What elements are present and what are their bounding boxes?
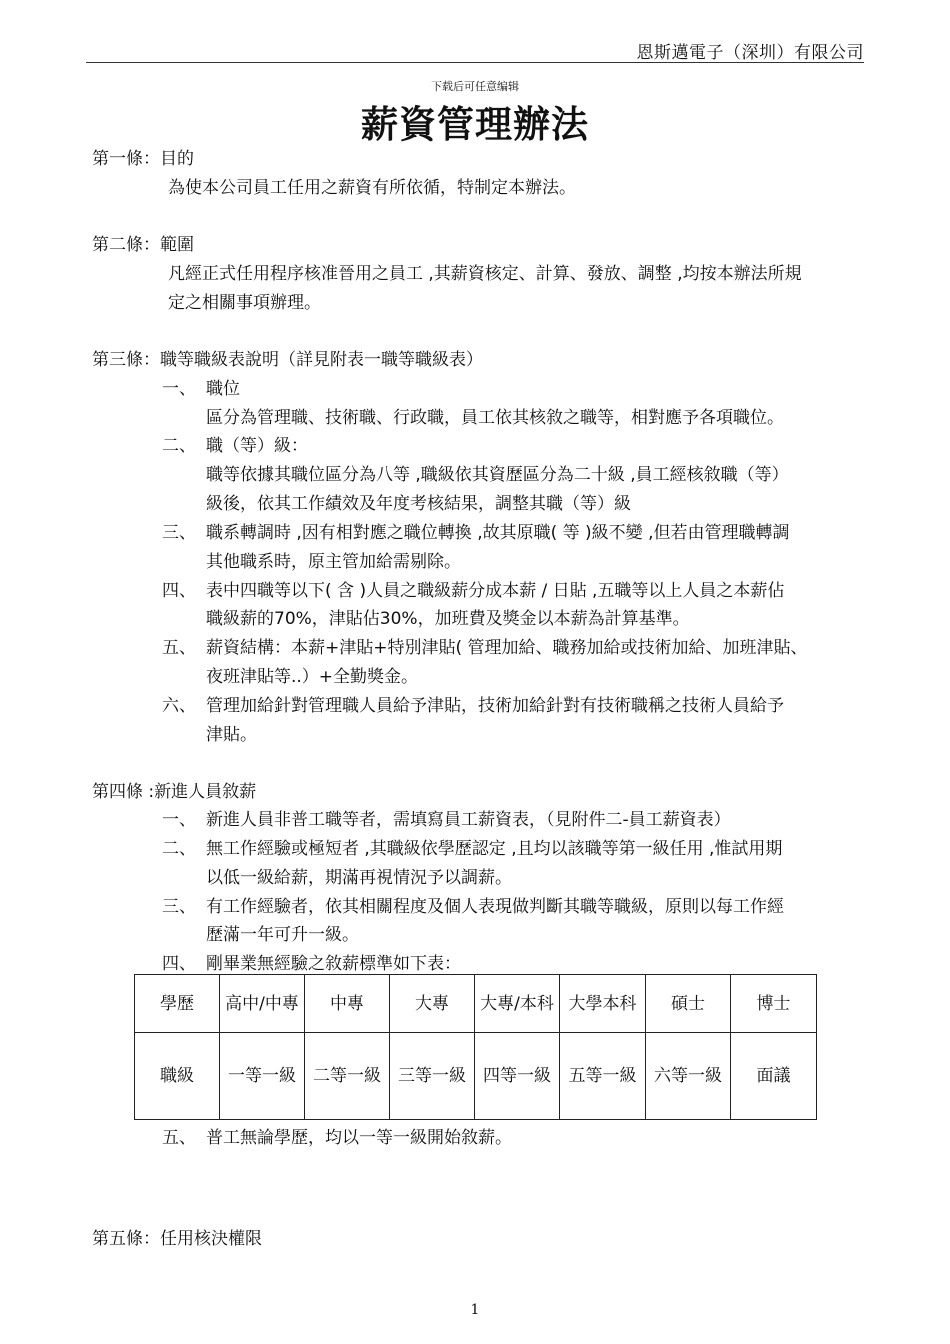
item-text: 夜班津貼等..）+全勤獎金。 <box>206 667 419 687</box>
article-2-line: 定之相關事項辦理。 <box>168 293 321 313</box>
article-3-heading: 第三條：職等職級表說明（詳見附表一職等職級表） <box>92 350 483 370</box>
item-text: 管理加給針對管理職人員給予津貼，技術加給針對有技術職稱之技術人員給予 <box>206 696 784 716</box>
item-text: 其他職系時，原主管加給需剔除。 <box>206 552 461 572</box>
table-row <box>135 1033 817 1120</box>
education-salary-table <box>134 974 817 1120</box>
item-text: 無工作經驗或極短者 ,其職級依學歷認定 ,且均以該職等第一級任用 ,惟試用期 <box>206 839 783 859</box>
item-number: 二、 <box>162 839 196 859</box>
table-cell: 大專/本科 <box>475 975 560 1033</box>
item-number: 二、 <box>162 436 196 456</box>
item-number: 四、 <box>162 954 196 974</box>
item-text: 以低一級給薪，期滿再視情況予以調薪。 <box>206 868 512 888</box>
item-number: 三、 <box>162 523 196 543</box>
table-cell: 中專 <box>305 975 390 1033</box>
item-text: 職級薪的70%，津貼佔30%，加班費及獎金以本薪為計算基準。 <box>206 609 690 629</box>
item-number: 四、 <box>162 581 196 601</box>
item-text: 普工無論學歷，均以一等一級開始敘薪。 <box>206 1128 512 1148</box>
item-number: 一、 <box>162 810 196 830</box>
item-text: 區分為管理職、技術職、行政職，員工依其核敘之職等，相對應予各項職位。 <box>206 408 784 428</box>
item-number: 三、 <box>162 897 196 917</box>
article-2-heading: 第二條：範圍 <box>92 235 194 255</box>
item-text: 薪資結構：本薪+津貼+特別津貼( 管理加給、職務加給或技術加給、加班津貼、 <box>206 638 808 658</box>
table-cell: 六等一級 <box>646 1033 731 1120</box>
item-text: 職（等）級： <box>206 436 308 456</box>
table-cell: 大學本科 <box>560 975 646 1033</box>
table-cell: 學歷 <box>135 975 220 1033</box>
article-4-heading: 第四條 :新進人員敘薪 <box>92 782 257 802</box>
item-text: 職位 <box>206 379 240 399</box>
item-text: 表中四職等以下( 含 )人員之職級薪分成本薪 / 日貼 ,五職等以上人員之本薪佔 <box>206 581 785 601</box>
table-header-row <box>135 975 817 1033</box>
item-text: 新進人員非普工職等者，需填寫員工薪資表，（見附件二-員工薪資表） <box>206 810 731 830</box>
table-cell: 一等一級 <box>220 1033 305 1120</box>
table-cell: 高中/中專 <box>220 975 305 1033</box>
table-cell: 四等一級 <box>475 1033 560 1120</box>
item-text: 津貼。 <box>206 725 257 745</box>
table-cell: 博士 <box>731 975 817 1033</box>
table-cell: 大專 <box>390 975 475 1033</box>
article-1-heading: 第一條：目的 <box>92 149 194 169</box>
company-name: 恩斯邁電子（深圳）有限公司 <box>636 43 864 63</box>
item-text: 有工作經驗者，依其相關程度及個人表現做判斷其職等職級，原則以每工作經 <box>206 897 784 917</box>
item-text: 職系轉調時 ,因有相對應之職位轉換 ,故其原職( 等 )級不變 ,但若由管理職轉調 <box>206 523 790 543</box>
item-number: 六、 <box>162 696 196 716</box>
article-1-body: 為使本公司員工任用之薪資有所依循，特制定本辦法。 <box>168 178 576 198</box>
table-cell: 二等一級 <box>305 1033 390 1120</box>
item-text: 級後，依其工作績效及年度考核結果，調整其職（等）級 <box>206 494 631 514</box>
table-cell: 面議 <box>731 1033 817 1120</box>
table-cell: 碩士 <box>646 975 731 1033</box>
table-cell: 職級 <box>135 1033 220 1120</box>
item-text: 歷滿一年可升一級。 <box>206 925 359 945</box>
item-text: 剛畢業無經驗之敘薪標準如下表： <box>206 954 461 974</box>
download-note: 下载后可任意编辑 <box>431 80 519 93</box>
item-number: 五、 <box>162 638 196 658</box>
item-text: 職等依據其職位區分為八等 ,職級依其資歷區分為二十級 ,員工經核敘職（等） <box>206 465 789 485</box>
item-number: 五、 <box>162 1128 196 1148</box>
page-number: 1 <box>470 1302 480 1318</box>
table-cell: 三等一級 <box>390 1033 475 1120</box>
header-divider <box>86 62 864 63</box>
item-number: 一、 <box>162 379 196 399</box>
document-title: 薪資管理辦法 <box>361 103 589 146</box>
article-5-heading: 第五條：任用核決權限 <box>92 1229 262 1249</box>
table-cell: 五等一級 <box>560 1033 646 1120</box>
article-2-line: 凡經正式任用程序核准晉用之員工 ,其薪資核定、計算、發放、調整 ,均按本辦法所規 <box>168 264 802 284</box>
